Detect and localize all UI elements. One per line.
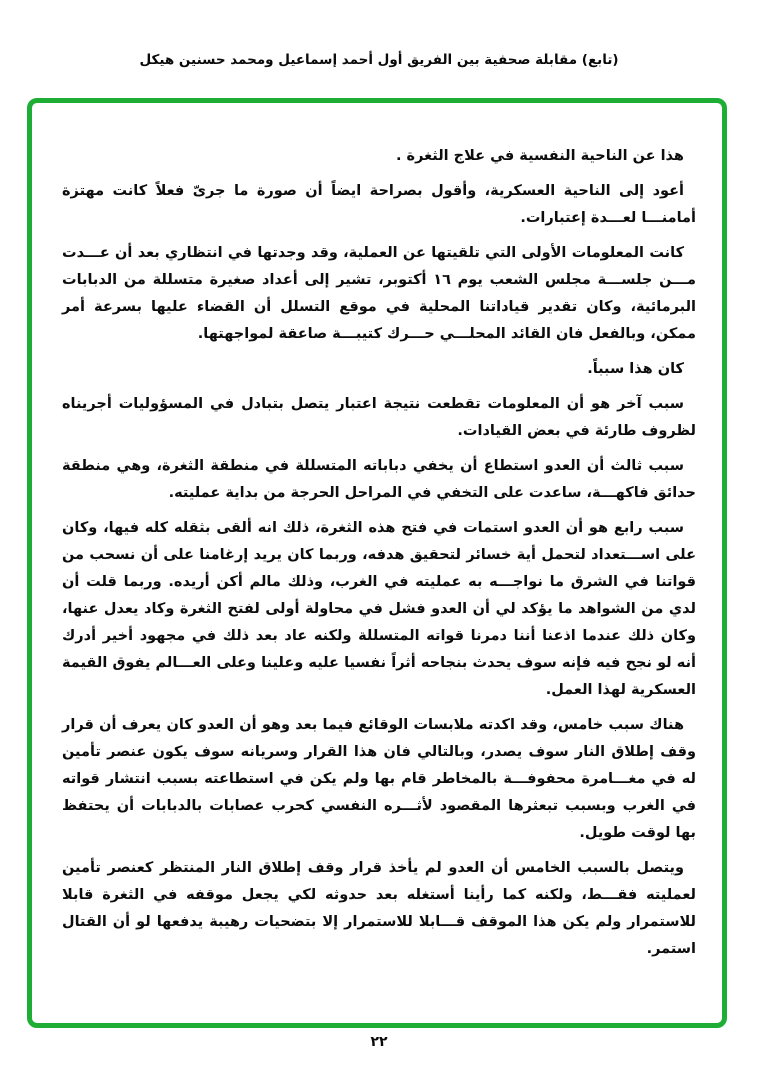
paragraph: هناك سبب خامس، وقد اكدته ملابسات الوقائع فيما بعد وهو أن العدو كان يعرف أن قرار وقف إطلاق النار سوف يصدر، وبالتالي فان هذا القرار وسريانه سوف يكون عنصر تأمين له في مغـــامرة محفوفـــة بالمخاطر قام بها ولم يكن في استطاعته بسبب انتشار قواته في الغرب وبسبب تبعثرها المقصود لأثـــره النفسي كحرب عصابات بالدبابات أن يحتفظ بها لوقت طويل. xyxy=(62,717,696,841)
paragraph: كان هذا سبباً. xyxy=(587,361,684,377)
document-header-title: (تابع) مقابلة صحفية بين الفريق أول أحمد إسماعيل ومحمد حسنين هيكل xyxy=(139,52,619,68)
paragraph: سبب آخر هو أن المعلومات تقطعت نتيجة اعتبار يتصل بتبادل في المسؤوليات أجريناه لظروف طارئة في بعض القيادات. xyxy=(62,396,696,439)
paragraph: سبب رابع هو أن العدو استمات في فتح هذه الثغرة، ذلك انه ألقى بثقله كله فيها، وكان على اســـتعداد لتحمل أية خسائر لتحقيق هدفه، وربما كان يريد إرغامنا على أن نسحب من قواتنا في الشرق ما نواجـــه به عمليته في الغرب، وذلك مالم أكن أريده. وربما قلت أن لدي من الشواهد ما يؤكد لي أن العدو فشل في محاولة أولى لفتح الثغرة وكاد يعدل عنها، وكان ذلك عندما اذعنا أننا دمرنا قواته المتسللة ولكنه عاد بعد ذلك في مجهود أخير أدرك أنه لو نجح فيه فإنه سوف يحدث بنجاحه أثراً نفسيا عليه وعلينا وعلى العـــالم يفوق القيمة العسكرية لهذا العمل. xyxy=(62,520,696,698)
paragraph: هذا عن الناحية النفسية في علاج الثغرة . xyxy=(395,148,684,164)
paragraph: كانت المعلومات الأولى التي تلقيتها عن العملية، وقد وجدتها في انتظاري بعد أن عـــدت مـــن جلســـة مجلس الشعب يوم ١٦ أكتوبر، تشير إلى أعداد صغيرة متسللة من الدبابات البرمائية، وكان تقدير قياداتنا المحلية في موقع التسلل أن القضاء عليها بسرعة أمر ممكن، وبالفعل فان القائد المحلـــي حـــرك كتيبـــة صاعقة لمواجهتها. xyxy=(62,245,696,342)
document-text-block xyxy=(62,143,696,971)
paragraph: أعود إلى الناحية العسكرية، وأقول بصراحة ايضاً أن صورة ما جرىّ فعلاً كانت مهتزة أمامنـــا لعـــدة إعتبارات. xyxy=(62,183,696,226)
paragraph: سبب ثالث أن العدو استطاع أن يخفي دباباته المتسللة في منطقة الثغرة، وهي منطقة حدائق فاكهـــة، ساعدت على التخفي في المراحل الحرجة من بداية عمليته. xyxy=(62,458,696,501)
page-number: ٢٢ xyxy=(370,1034,388,1050)
paragraph: ويتصل بالسبب الخامس أن العدو لم يأخذ قرار وقف إطلاق النار المنتظر كعنصر تأمين لعمليته فقـــط، ولكنه كما رأينا أستغله بعد حدوثه لكي يجعل موقفه في الثغرة قابلا للاستمرار ولم يكن هذا الموقف قـــابلا للاستمرار إلا بتضحيات رهيبة يدفعها لو أن القتال استمر. xyxy=(62,860,696,957)
content-frame-border xyxy=(27,98,727,1028)
